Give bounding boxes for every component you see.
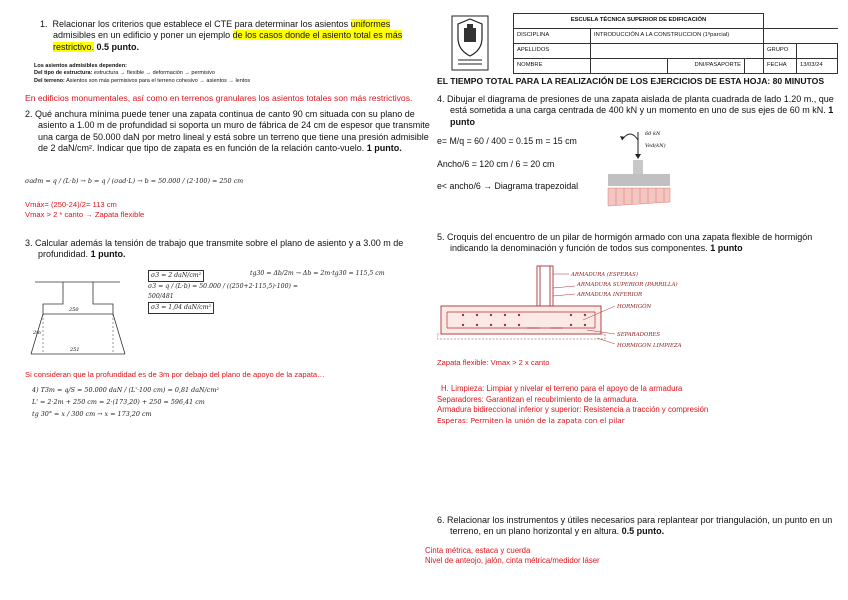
nombre-field[interactable] (591, 59, 668, 74)
q2-answer-vmax: Vmáx= (250-24)/2= 113 cm (25, 200, 117, 209)
q5-sketch-sep: SEPARADORES (617, 332, 661, 338)
q5-component-esperas: Esperas: Permiten la unión de la zapata con el pilar (437, 415, 625, 425)
q3-footing-sketch (25, 268, 135, 368)
question-6 (437, 515, 842, 538)
svg-text:250: 250 (69, 307, 79, 313)
disciplina-label: DISCIPLINA (514, 29, 591, 44)
q3-hand-d: σ3 = 1,04 daN/cm² (148, 302, 214, 314)
q6-answer-2: Nivel de anteojo, jalón, cinta métrica/medidor láser (425, 556, 600, 565)
q3-hand-b: tg30 = Δb/2m → Δb = 2m·tg30 = 115,5 cm (250, 270, 385, 277)
q3-handwritten-alt (32, 384, 292, 421)
q3-hand-a: σ3 = 2 daN/cm² (148, 270, 204, 282)
question-3 (25, 238, 430, 261)
q4-fig-label-1: 60 kN (645, 131, 661, 137)
q5-components (437, 384, 837, 425)
q3-hand-f: L' = 2·2m + 250 cm = 2·(173,20) + 250 = 596,41 cm (32, 398, 205, 407)
q4-calc-3: e< ancho/6 → Diagrama trapezoidal (437, 181, 579, 191)
q5-component-limpieza: H. Limpieza: Limpiar y nivelar el terreno para el apoyo de la armadura (441, 384, 683, 393)
dni-label: DNI/PASAPORTE (668, 59, 745, 74)
q4-text: Dibujar el diagrama de presiones de una zapata aislada de planta cuadrada de lado 1.20 m., que está sometida a una carga centrada de 400 kN y un momento en uno de sus ejes de 60 m kN. (447, 94, 834, 116)
header-table (513, 13, 838, 74)
q5-sketch-inf: ARMADURA INFERIOR (577, 292, 643, 298)
q1-text-a: Relacionar los criterios que establece el CTE para determinar los asientos (52, 19, 351, 29)
nombre-label: NOMBRE (514, 59, 591, 74)
q2-answer-flexible: Vmax > 2 * canto → Zapata flexible (25, 210, 145, 219)
apellidos-field[interactable] (591, 44, 764, 59)
q6-number: 6. (437, 515, 445, 525)
q2-text: Qué anchura mínima puede tener una zapata continua de canto 90 cm situada con su plano de asiento a 1.00 m de profundidad si soporta un muro de fábrica de 24 cm de espesor que transmite una carga de 50.000 daN por metro lineal y está sobre un terreno que tiene una presión admisible de 2 daN/cm². Indicar que tipo de zapata es en función de la relación canto-vuelo. (35, 109, 430, 153)
apellidos-label: APELLIDOS (514, 44, 591, 59)
q4-calc-1: e= M/q = 60 / 400 = 0.15 m = 15 cm (437, 136, 577, 146)
q6-points: 0.5 punto. (621, 526, 665, 537)
q3-answer: Si consideran que la profundidad es de 3m por debajo del plano de apoyo de la zapata… (25, 370, 325, 379)
question-2 (25, 109, 430, 154)
q3-text: Calcular además la tensión de trabajo que transmite sobre el plano de asiento y a 3.00 m de profundidad. (35, 238, 404, 260)
q2-number: 2. (25, 109, 33, 119)
q5-component-separadores: Separadores: Garantizan el recubrimiento de la armadura. (437, 394, 639, 404)
q3-hand-e: 4) T3m = q/S = 50.000 daN / (L'·100 cm) = 0,81 daN/cm² (32, 386, 219, 394)
grupo-field[interactable] (797, 44, 838, 59)
q4-fig-label-2: Ved(kN) (645, 143, 666, 149)
q3-points: 1 punto. (90, 249, 126, 260)
q5-component-armadura: Armadura bidireccional inferior y superior: Resistencia a tracción y compresión (437, 405, 709, 415)
question-5 (437, 232, 840, 255)
q4-number: 4. (437, 94, 445, 104)
q5-points: 1 punto (710, 243, 743, 254)
question-4 (437, 94, 840, 128)
q5-number: 5. (437, 232, 445, 242)
q2-handwritten-calc: σadm = q / (L·b) → b = q / (σad·L) → b = 50.000 / (2·100) = 250 cm (25, 177, 244, 185)
q1-note-line2: Del terreno: Asientos son más permisivos para el terreno cohesivo → asientos → lentos (34, 77, 251, 84)
disciplina-value: INTRODUCCIÓN A LA CONSTRUCCION (1ºparcial) (591, 29, 764, 44)
svg-text:251: 251 (70, 347, 80, 353)
q5-sketch-horm: HORMIGÓN (617, 304, 652, 310)
school-name: ESCUELA TÉCNICA SUPERIOR DE EDIFICACIÓN (514, 14, 764, 29)
svg-text:2m: 2m (33, 330, 41, 336)
q1-note-title: Los asientos admisibles dependen: (34, 63, 127, 69)
fecha-label: FECHA (764, 59, 797, 74)
fecha-value: 13/03/24 (797, 59, 838, 74)
q1-text-b: admisibles en un edificio y poner un ejemplo (53, 30, 233, 41)
question-1 (40, 19, 431, 53)
q4-points: 1 punto (450, 105, 834, 127)
q5-footing-sketch (437, 262, 737, 358)
q3-hand-c: σ3 = q / (L·b) = 50.000 / ((250+2·115,5)·100) = 500/481 (148, 282, 299, 300)
total-time-banner: EL TIEMPO TOTAL PARA LA REALIZACIÓN DE LOS EJERCICIOS DE ESTA HOJA: 80 MINUTOS (437, 76, 825, 86)
q5-flexible-answer: Zapata flexible: Vmax > 2 x canto (437, 358, 550, 367)
q1-answer: En edificios monumentales, así como en terrenos granulares los asientos totales son más restrictivos. (25, 93, 413, 103)
q1-number: 1. (40, 19, 48, 29)
q6-text: Relacionar los instrumentos y útiles necesarios para replantear por triangulación, un punto en un terreno, en un plano horizontal y en altura. (447, 515, 833, 537)
q5-text: Croquis del encuentro de un pilar de hormigón armado con una zapata flexible de hormigón indicando la denominación y función de todos sus componentes. (447, 232, 813, 254)
q2-points: 1 punto. (366, 142, 402, 153)
q1-notes (34, 63, 334, 85)
q4-calc-2: Ancho/6 = 120 cm / 6 = 20 cm (437, 159, 555, 169)
dni-field[interactable] (745, 59, 764, 74)
q4-pressure-diagram (600, 124, 690, 208)
q1-note-line1: Del tipo de estructura: estructura → flexible → deformación → permisivo (34, 70, 215, 77)
q1-highlight-uniformes: uniformes (350, 19, 391, 29)
q5-sketch-limp: HORMIGON LIMPIEZA (617, 343, 682, 349)
grupo-label: GRUPO (764, 44, 797, 59)
q6-answer-1: Cinta métrica, estaca y cuerda (425, 546, 531, 555)
q5-sketch-armadura: ARMADURA (ESPERAS) (571, 272, 638, 278)
q3-number: 3. (25, 238, 33, 248)
q3-hand-g: tg 30° = x / 300 cm → x = 173,20 cm (32, 410, 152, 419)
q5-sketch-sup: ARMADURA SUPERIOR (PARRILLA) (577, 282, 678, 288)
q1-highlight-restrictivo: de los casos donde el asiento total es más restrictivo. (53, 30, 403, 52)
q1-points: 0.5 punto. (96, 41, 140, 52)
school-logo (450, 14, 490, 72)
